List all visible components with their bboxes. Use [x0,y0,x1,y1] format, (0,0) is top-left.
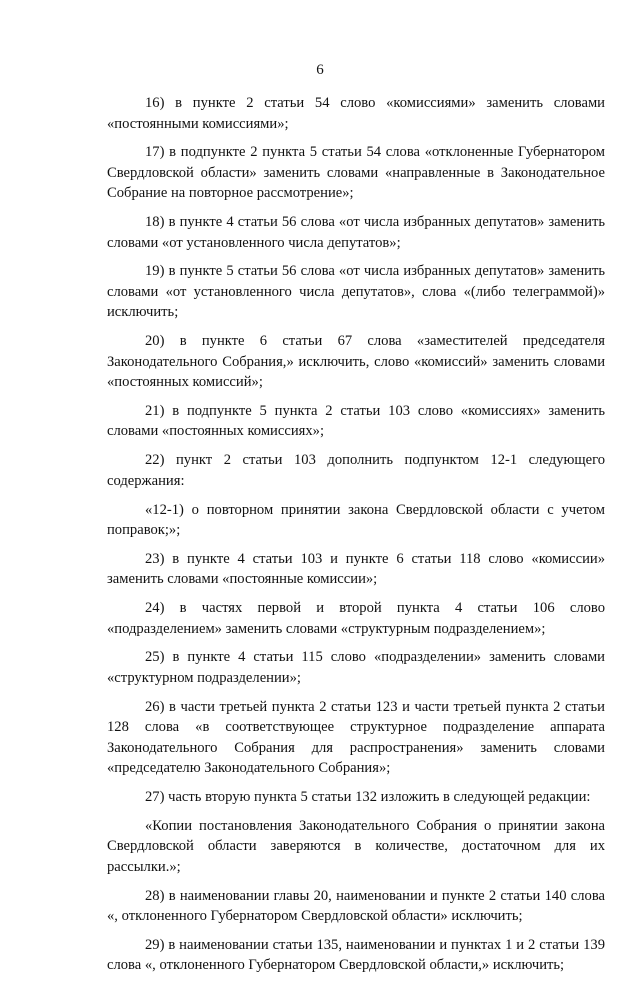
list-item-17: 17) в подпункте 2 пункта 5 статьи 54 слова «отклоненные Губернатором Свердловской области» заменить словами «направленные в Законодательное Собрание на повторное рассмотрение»; [107,144,605,202]
list-item-28: 28) в наименовании главы 20, наименовании и пункте 2 статьи 140 слова «, отклоненного Губернатором Свердловской области» исключить; [107,887,605,925]
document-body [107,93,605,984]
list-item-22: 22) пункт 2 статьи 103 дополнить подпунктом 12-1 следующего содержания: [107,452,605,489]
list-item-19: 19) в пункте 5 статьи 56 слова «от числа избранных депутатов» заменить словами «от установленного числа депутатов», слова «(либо телеграммой)» исключить; [107,263,605,321]
list-item-18: 18) в пункте 4 статьи 56 слова «от числа избранных депутатов» заменить словами «от установленного числа депутатов»; [107,214,605,251]
list-item-25: 25) в пункте 4 статьи 115 слово «подразделении» заменить словами «структурном подразделении»; [107,649,605,686]
page-number: 6 [316,62,324,78]
list-item-26: 26) в части третьей пункта 2 статьи 123 и части третьей пункта 2 статьи 128 слова «в соответствующее структурное подразделение аппарата Законодательного Собрания для распространения» заменить словами «председателю Законодательного Собрания»; [107,698,605,777]
list-item-27: 27) часть вторую пункта 5 статьи 132 изложить в следующей редакции: [145,789,591,806]
list-item-21: 21) в подпункте 5 пункта 2 статьи 103 слово «комиссиях» заменить словами «постоянных комиссиях»; [107,402,605,440]
list-item-29: 29) в наименовании статьи 135, наименовании и пунктах 1 и 2 статьи 139 слова «, отклоненного Губернатором Свердловской области,» исключить; [107,936,605,974]
list-item-23: 23) в пункте 4 статьи 103 и пункте 6 статьи 118 слово «комиссии» заменить словами «постоянные комиссии»; [107,550,605,588]
list-item-20: 20) в пункте 6 статьи 67 слова «заместителей председателя Законодательного Собрания,» исключить, слово «комиссий» заменить словами «постоянных комиссий»; [107,333,605,391]
list-item-24: 24) в частях первой и второй пункта 4 статьи 106 слово «подразделением» заменить словами «структурным подразделением»; [107,600,605,637]
quoted-text-12-1: «12-1) о повторном принятии закона Свердловской области с учетом поправок;»; [107,501,605,539]
quoted-text-copies: «Копии постановления Законодательного Собрания о принятии закона Свердловской области заверяются в количестве, достаточном для их рассылки.»; [107,817,605,875]
list-item-16: 16) в пункте 2 статьи 54 слово «комиссиями» заменить словами «постоянными комиссиями»; [107,95,605,132]
